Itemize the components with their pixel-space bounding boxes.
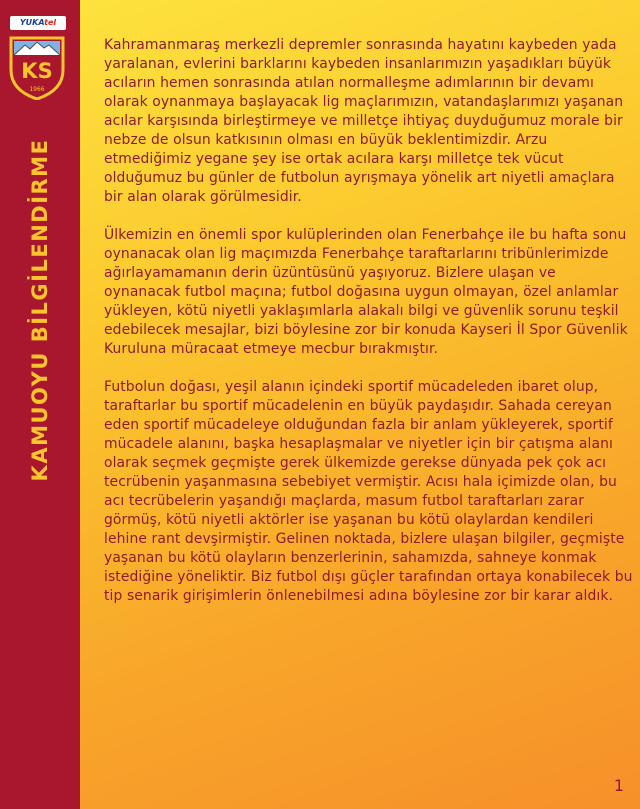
sidebar-title: KAMUOYU BİLGİLENDİRME <box>28 138 52 482</box>
sponsor-logo <box>10 16 66 30</box>
crest-letters: KS <box>21 59 53 83</box>
main-panel <box>80 0 640 809</box>
club-crest-icon <box>8 36 66 100</box>
paragraph-3: Futbolun doğası, yeşil alanın içindeki sportif mücadeleden ibaret olup, taraftarlar bu sportif mücadelenin en büyük paydaşıdır. Sahada cereyan eden sportif mücadeleye olduğundan fazla bir anlam yükleyerek, sportif mücadele alanını, başka hesaplaşmalar ve niyetler için bir çatışma alanı olarak seçmek geçmişte gerek ülkemizde gerekse dünyada pek çok acı tecrübenin yaşanmasına sebebiyet vermiştir. Acısı hala içimizde olan, bu acı tecrübelerin yaşandığı maçlarda, masum futbol taraftarları zarar görmüş, kötü niyetli aktörler ise yaşanan bu kötü olaylardan kendileri lehine rant devşirmiştir. Gelinen noktada, bizlere ulaşan bilgiler, geçmişte yaşanan bu kötü olayların benzerlerinin, sahamızda, sahneye konmak istediğine yöneliktir. Biz futbol dışı güçler tarafından ortaya konabilecek bu tip senarik girişimlerin önlenebilmesi adına böylesine zor bir karar aldık. <box>104 379 633 604</box>
page-number: 1 <box>613 776 624 795</box>
crest-year: 1966 <box>29 86 45 93</box>
sponsor-logo-part2: tel <box>44 18 57 27</box>
sidebar <box>0 0 80 809</box>
paragraph-2: Ülkemizin en önemli spor kulüplerinden olan Fenerbahçe ile bu hafta sonu oynanacak olan lig maçımızda Fenerbahçe taraftarlarını tribünlerimizde ağırlayamamanın derin üzüntüsünü yaşıyoruz. Bizlere ulaşan ve oynanacak futbol maçına; futbol doğasına uygun olmayan, özel anlamlar yükleyen, kötü niyetli yaklaşımlarla alakalı bilgi ve güvenlik sorunu teşkil edebilecek mesajlar, bizi böylesine zor bir konuda Kayseri İl Spor Güvenlik Kuruluna müracaat etmeye mecbur bırakmıştır. <box>104 227 628 357</box>
paragraph-1: Kahramanmaraş merkezli depremler sonrasında hayatını kaybeden yada yaralanan, evlerini barklarını kaybeden insanlarımızın yaşadıkları büyük acıların hemen sonrasında atılan normalleşme adımlarının bir devamı olarak oynanmaya başlayacak lig maçlarımızın, vatandaşlarımızı yaşanan acılar karşısında birleştirmeye ve milletçe ihtiyaç duyduğumuz morale bir nebze de olsun katkısının olması en büyük beklentimizdir. Arzu etmediğimiz yegane şey ise ortak acılara karşı milletçe tek vücut olduğumuz bu günler de futbolun ayrışmaya yönelik art niyetli amaçlara bir alan olarak görülmesidir. <box>104 37 624 205</box>
statement-text <box>104 36 634 625</box>
sponsor-logo-part1: YUKA <box>19 18 45 27</box>
